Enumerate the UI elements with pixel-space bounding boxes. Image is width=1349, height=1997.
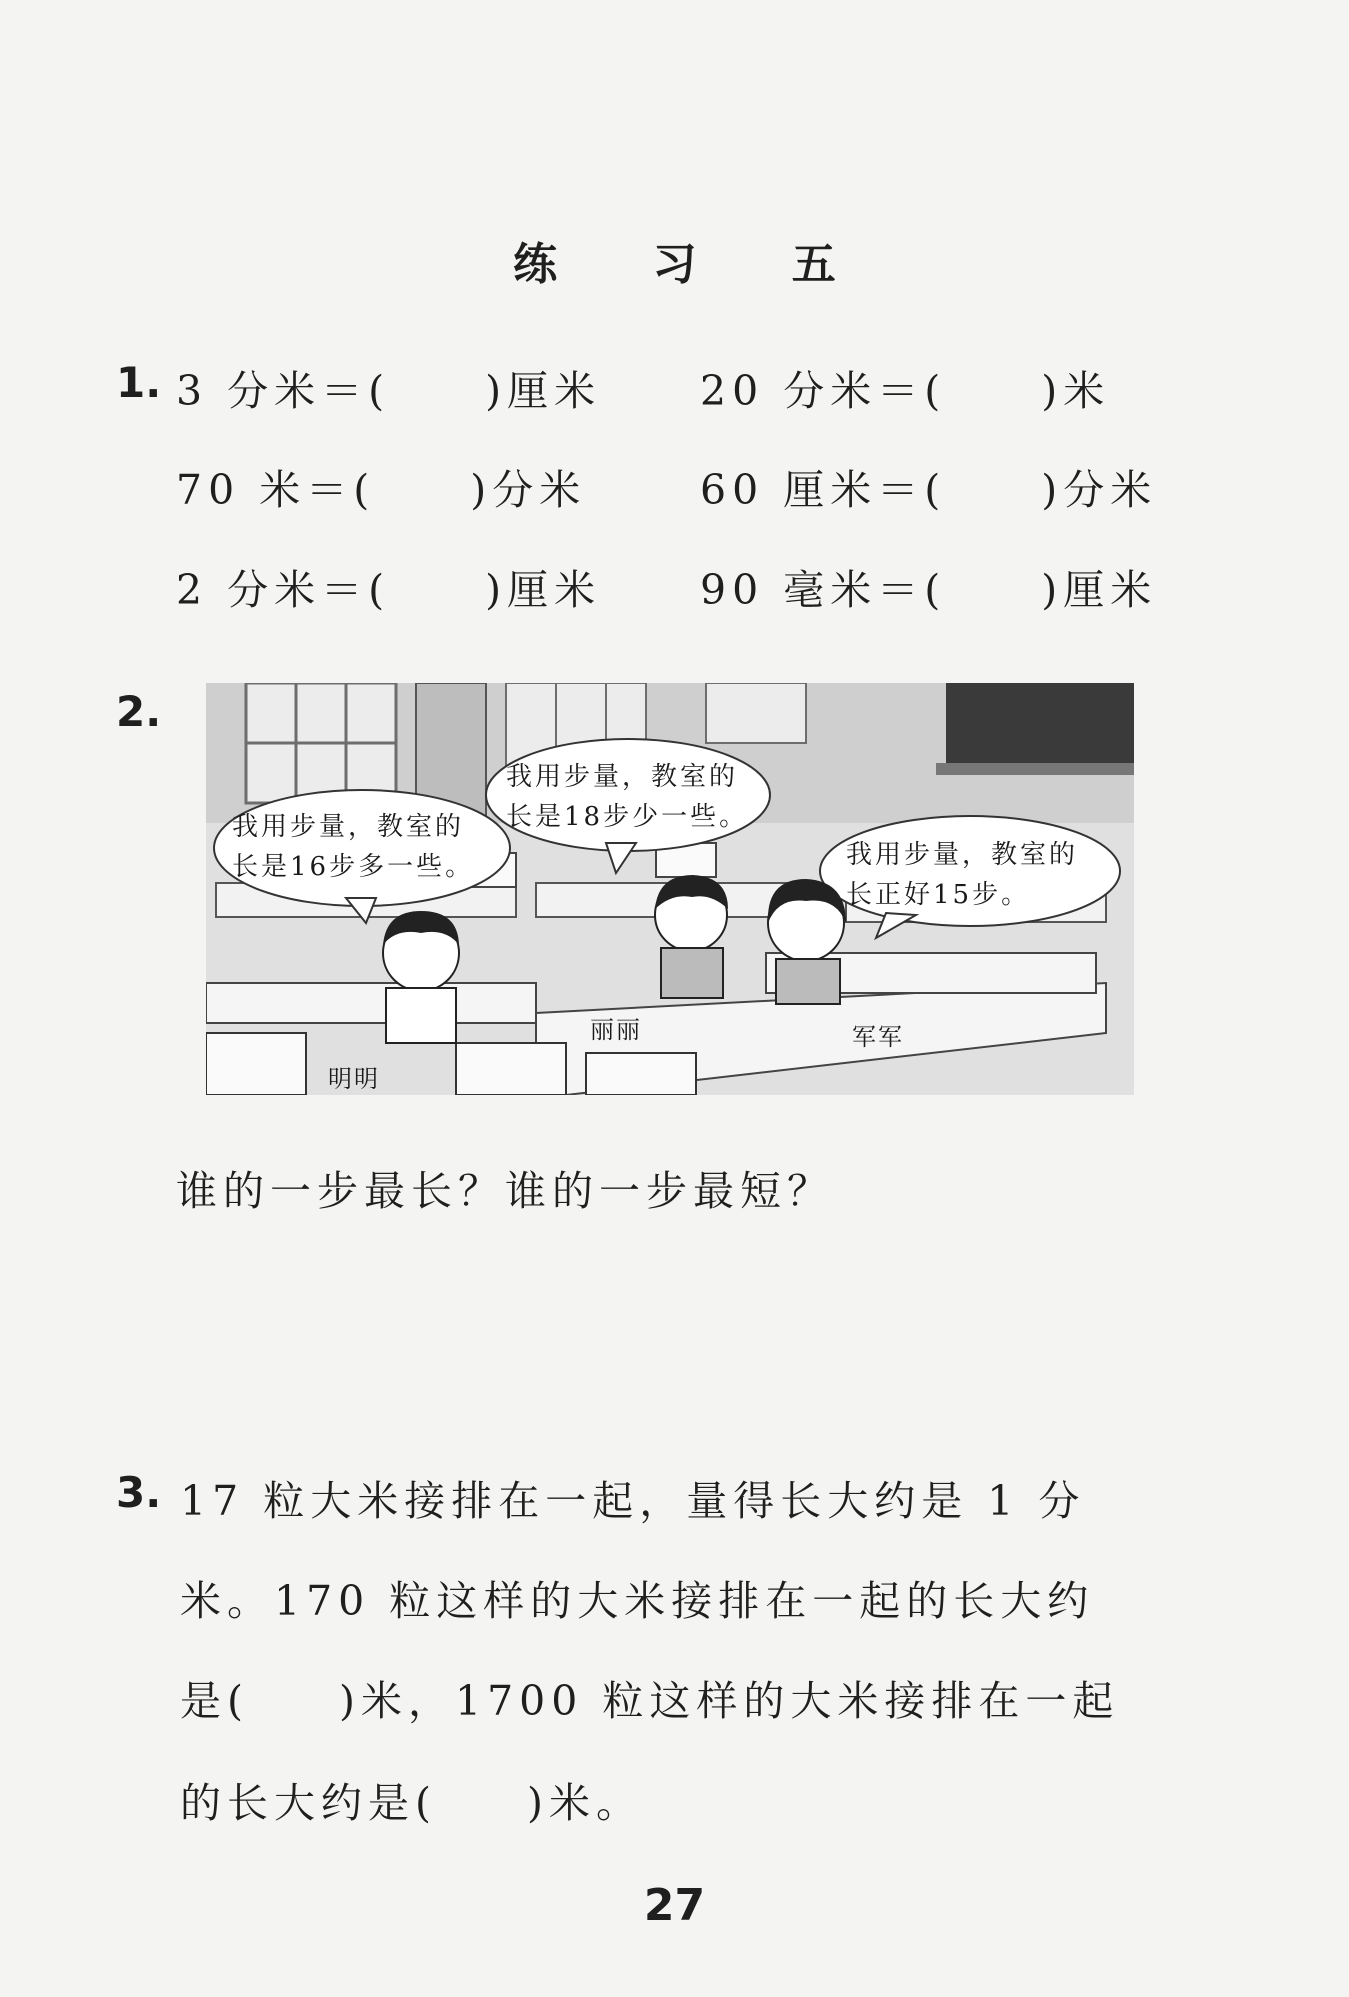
bubble-3-line-1: 我用步量，教室的 [846, 840, 1079, 870]
student-lili [655, 875, 728, 998]
q3-line-3 [180, 1668, 1119, 1727]
q1-row-2-left [176, 457, 586, 516]
question-2-number: 2. [116, 687, 162, 736]
q3-line-2: 米。170 粒这样的大米接排在一起的长大约 [180, 1577, 1095, 1625]
q3-line-3-post: )米，1700 粒这样的大米接排在一起 [339, 1677, 1120, 1725]
bubble-3-line-2: 长正好15步。 [846, 880, 1031, 910]
blackboard-ledge [936, 763, 1134, 775]
q1-r1-left-text: 3 分米＝( [176, 367, 391, 415]
q3-line-4-pre: 的长大约是( [180, 1779, 437, 1827]
q1-r2-right-text: 60 厘米＝( [700, 466, 947, 514]
q1-r3-right-unit: )厘米 [1041, 566, 1158, 614]
bubble-2-line-1: 我用步量，教室的 [506, 762, 739, 792]
q1-r2-left-unit: )分米 [470, 466, 587, 514]
q1-row-1-right [700, 358, 1110, 417]
q1-r2-right-unit: )分米 [1041, 466, 1158, 514]
page-number: 27 [643, 1880, 706, 1931]
q1-r3-right-text: 90 毫米＝( [700, 566, 947, 614]
q3-line-1: 17 粒大米接排在一起，量得长大约是 1 分 [180, 1477, 1086, 1525]
question-3-number: 3. [116, 1468, 162, 1517]
q1-r1-left-unit: )厘米 [485, 367, 602, 415]
student-junjun [768, 879, 846, 1004]
q1-r3-left-unit: )厘米 [485, 566, 602, 614]
q1-row-1-left [176, 358, 601, 417]
q1-row-2-right [700, 457, 1157, 516]
bubble-1-line-1: 我用步量，教室的 [232, 812, 465, 842]
q3-line-3-pre: 是( [180, 1677, 249, 1725]
page-title: 练 习 五 [513, 239, 876, 290]
q1-r3-left-text: 2 分米＝( [176, 566, 391, 614]
q1-row-3-left [176, 557, 601, 616]
q1-r1-right-unit: )米 [1041, 367, 1111, 415]
bubble-1-line-2: 长是16步多一些。 [232, 852, 475, 882]
bubble-3-text [846, 835, 1078, 915]
name-label-junjun: 军军 [852, 1023, 904, 1051]
q1-r2-left-text: 70 米＝( [176, 466, 376, 514]
name-label-lili: 丽丽 [590, 1016, 642, 1044]
window-left [246, 683, 396, 803]
blackboard-icon [946, 683, 1134, 763]
q3-line-4-post: )米。 [527, 1779, 643, 1827]
student-mingming [383, 911, 459, 1043]
q2-question: 谁的一步最长？谁的一步最短？ [176, 1167, 834, 1215]
q3-line-4 [180, 1770, 643, 1829]
q1-row-3-right [700, 557, 1157, 616]
classroom-illustration [206, 683, 1134, 1095]
q1-r1-right-text: 20 分米＝( [700, 367, 947, 415]
bubble-2-text [506, 757, 748, 837]
bubble-2-line-2: 长是18步少一些。 [506, 802, 749, 832]
name-label-mingming: 明明 [328, 1065, 380, 1093]
question-1-number: 1. [116, 358, 162, 407]
bubble-1-text [232, 807, 474, 887]
